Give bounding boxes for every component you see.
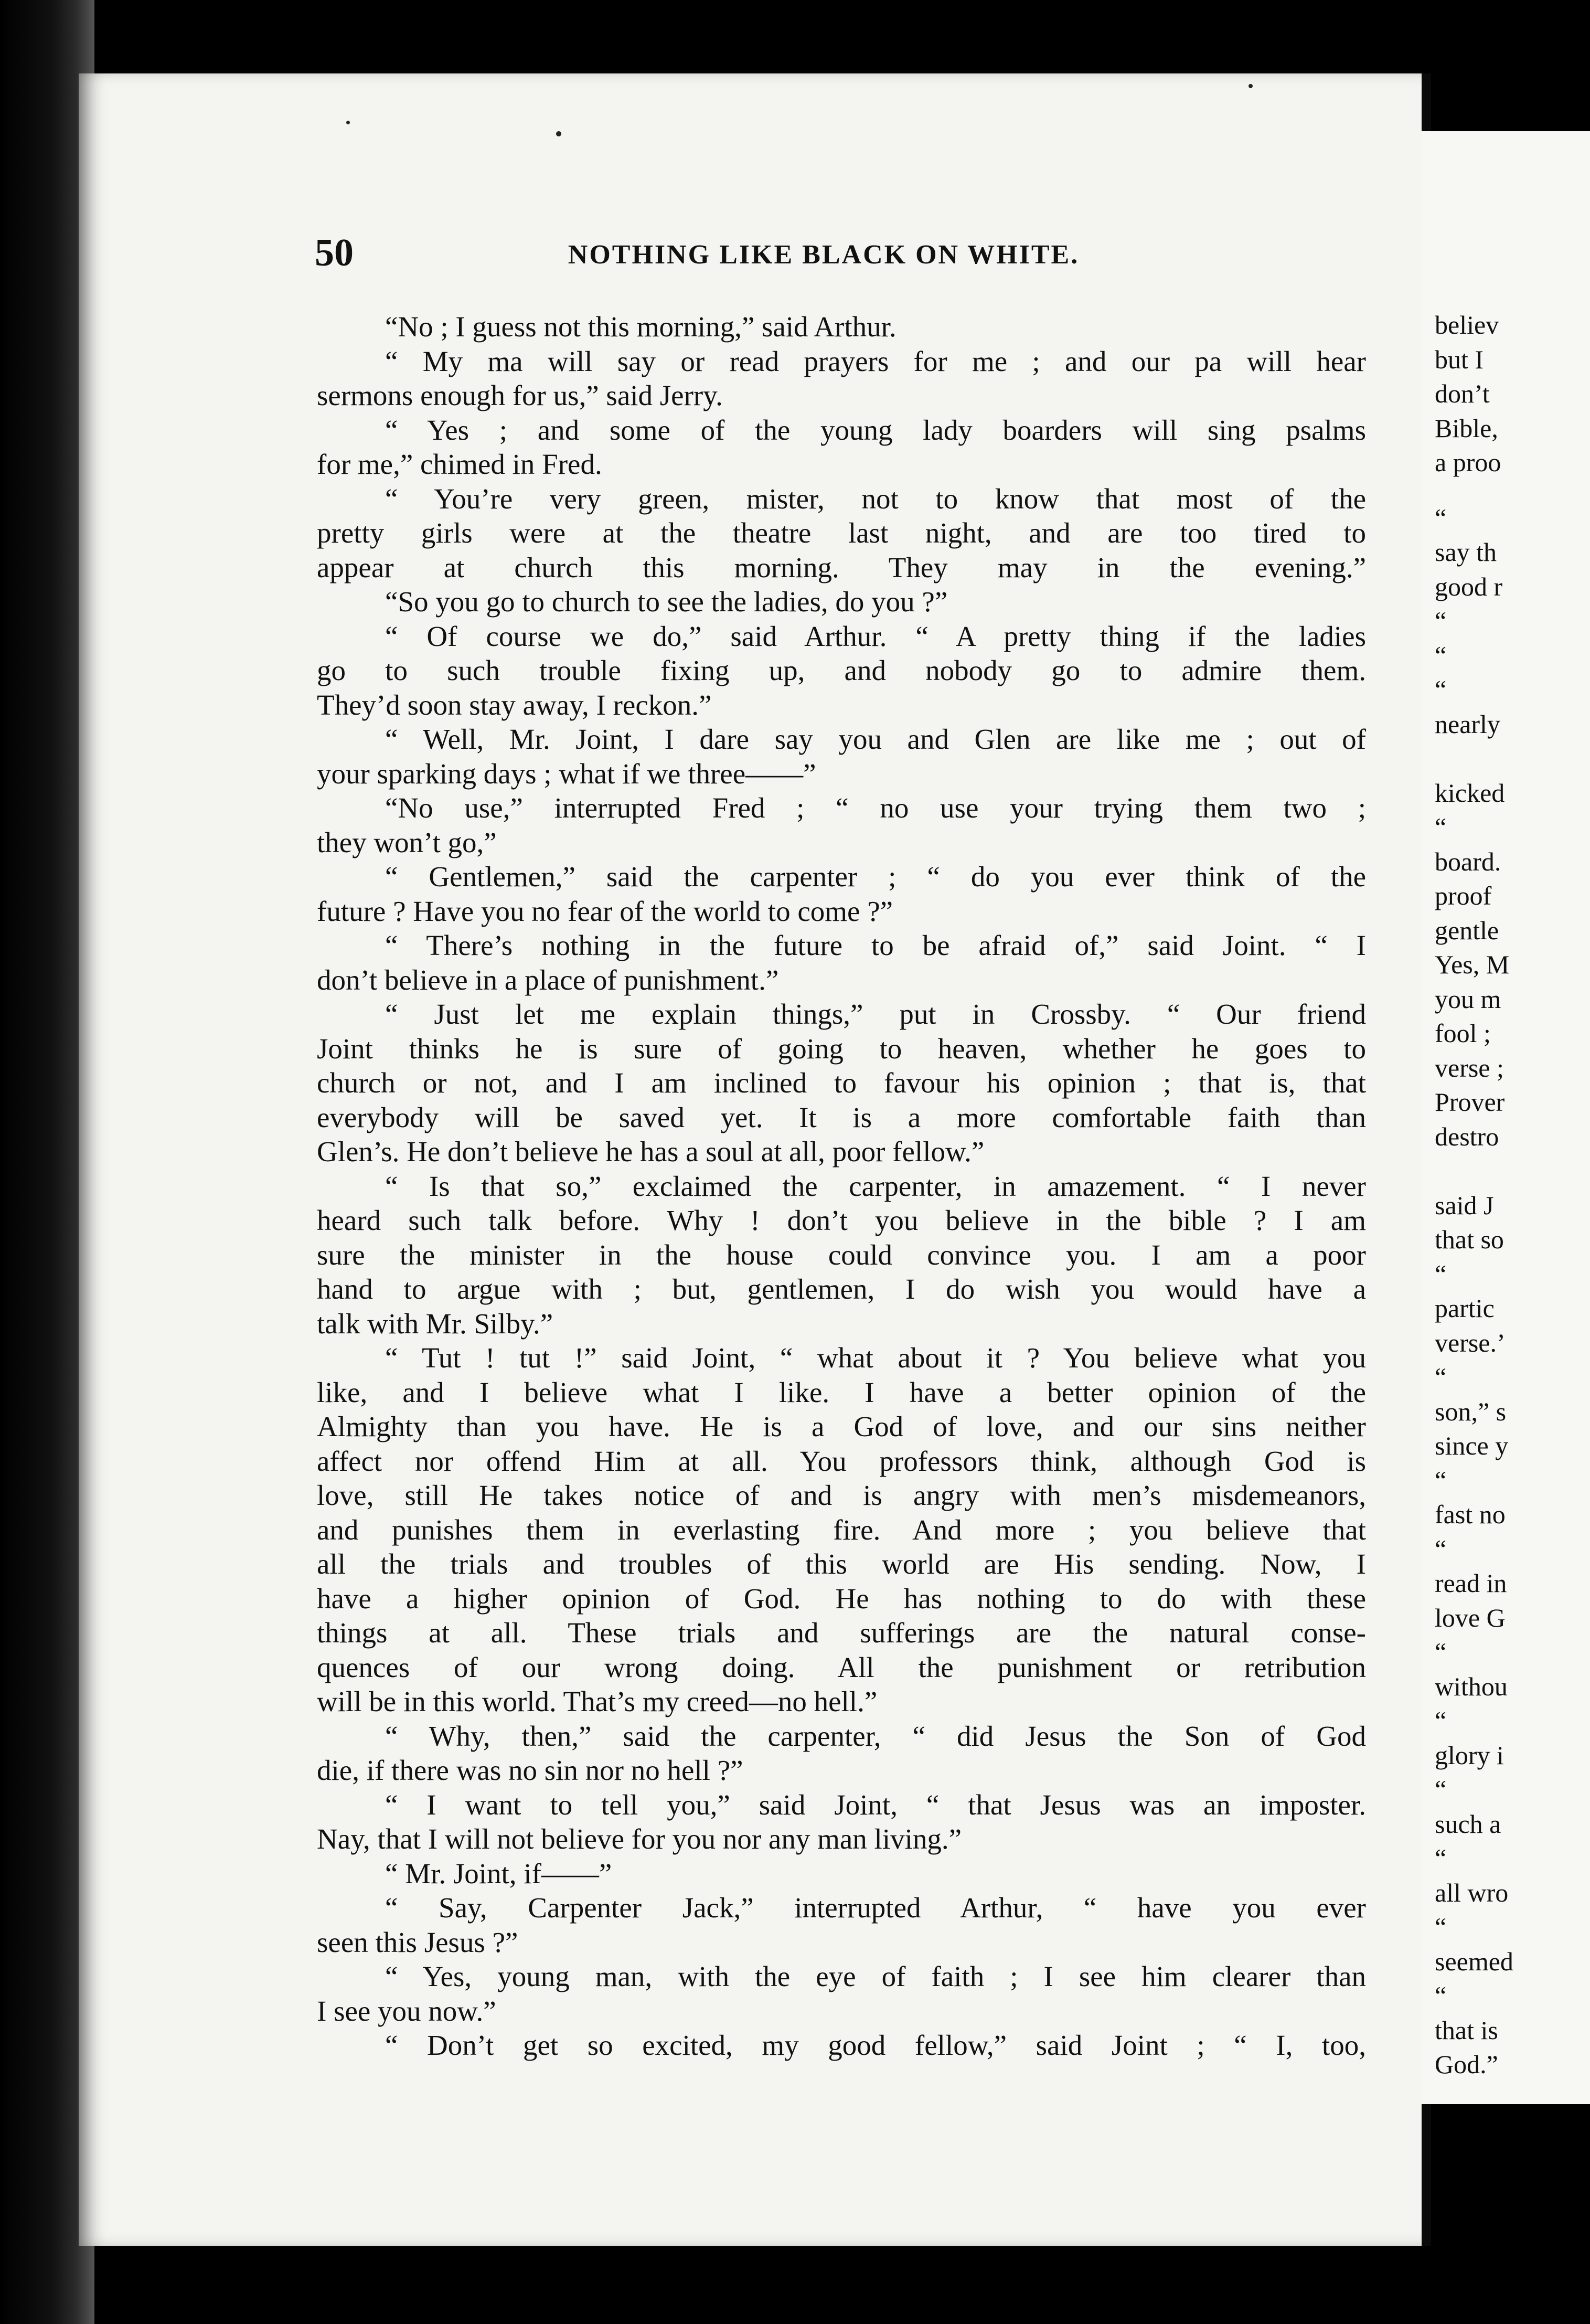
text-line: and punishes them in everlasting fire. And more ; you believe that: [317, 1513, 1366, 1546]
text-line: They’d soon stay away, I reckon.”: [317, 688, 712, 721]
next-page-fragment: destro: [1435, 1121, 1499, 1151]
next-page-fragment: “: [1435, 1465, 1447, 1495]
text-line: “ Just let me explain things,” put in Crossby. “ Our friend: [385, 998, 1366, 1030]
text-line: “ Yes, young man, with the eye of faith ; I see him clearer than: [385, 1960, 1366, 1992]
next-page-fragment: “: [1435, 1637, 1447, 1667]
text-line: “ You’re very green, mister, not to know that most of the: [385, 482, 1366, 515]
next-page-fragment: “: [1435, 1534, 1447, 1564]
next-page-fragment: “: [1435, 1706, 1447, 1735]
next-page-fragment: that so: [1435, 1225, 1504, 1254]
text-line: “ Tut ! tut !” said Joint, “ what about it ? You believe what you: [385, 1342, 1366, 1374]
text-line: everybody will be saved yet. It is a more comfortable faith than: [317, 1101, 1366, 1133]
text-line: future ? Have you no fear of the world to come ?”: [317, 895, 893, 927]
page-header: [241, 231, 1406, 278]
scan-speck: [346, 121, 350, 124]
text-line: all the trials and troubles of this world are His sending. Now, I: [317, 1548, 1366, 1580]
text-line: pretty girls were at the theatre last night, and are too tired to: [317, 517, 1366, 549]
scan-speck: [1248, 84, 1253, 88]
text-line: talk with Mr. Silby.”: [317, 1307, 553, 1340]
next-page-fragment: read in: [1435, 1568, 1507, 1598]
text-line: Nay, that I will not believe for you nor any man living.”: [317, 1823, 962, 1855]
next-page-fragment: said J: [1435, 1190, 1494, 1220]
text-line: “No ; I guess not this morning,” said Arthur.: [385, 311, 897, 343]
text-line: seen this Jesus ?”: [317, 1926, 518, 1958]
scan-speck: [556, 131, 561, 136]
text-line: “ Say, Carpenter Jack,” interrupted Arthur, “ have you ever: [385, 1892, 1366, 1924]
text-line: “ Gentlemen,” said the carpenter ; “ do you ever think of the: [385, 861, 1366, 893]
text-line: Glen’s. He don’t believe he has a soul at all, poor fellow.”: [317, 1136, 985, 1168]
text-line: heard such talk before. Why ! don’t you believe in the bible ? I am: [317, 1204, 1366, 1236]
text-line: “ My ma will say or read prayers for me ; and our pa will hear: [385, 345, 1366, 377]
next-page-fragment: since y: [1435, 1431, 1509, 1460]
next-page-fragment: “: [1435, 1775, 1447, 1804]
next-page-fragment: “: [1435, 503, 1447, 533]
text-line: have a higher opinion of God. He has nothing to do with these: [317, 1582, 1366, 1615]
next-page-fragment: fast no: [1435, 1500, 1506, 1529]
text-line: “ Is that so,” exclaimed the carpenter, in amazement. “ I never: [385, 1170, 1366, 1202]
text-line: “No use,” interrupted Fred ; “ no use your trying them two ;: [385, 792, 1366, 824]
text-line: die, if there was no sin nor no hell ?”: [317, 1754, 743, 1786]
next-page-fragment: verse ;: [1435, 1053, 1504, 1083]
text-line: hand to argue with ; but, gentlemen, I do wish you would have a: [317, 1273, 1366, 1305]
next-page-fragment: partic: [1435, 1293, 1495, 1323]
next-page-fragment: don’t: [1435, 379, 1490, 408]
next-page-fragment: fool ;: [1435, 1018, 1491, 1048]
next-page-fragment: “: [1435, 1981, 1447, 2010]
next-page-fragment: all wro: [1435, 1877, 1509, 1907]
text-line: like, and I believe what I like. I have a better opinion of the: [317, 1376, 1366, 1408]
next-page-fragment: such a: [1435, 1809, 1501, 1839]
text-line: Joint thinks he is sure of going to heaven, whether he goes to: [317, 1032, 1366, 1065]
body-text: [317, 310, 1366, 2063]
next-page-fragment: God.”: [1435, 2050, 1498, 2079]
text-line: for me,” chimed in Fred.: [317, 448, 602, 480]
next-page-fragment: glory i: [1435, 1740, 1504, 1770]
next-page-fragment: say th: [1435, 537, 1497, 567]
next-page-fragment: “: [1435, 606, 1447, 635]
next-page-fragment: kicked: [1435, 778, 1505, 808]
text-line: sermons enough for us,” said Jerry.: [317, 379, 723, 411]
text-line: appear at church this morning. They may in the evening.”: [317, 551, 1366, 583]
text-line: “ Mr. Joint, if——”: [385, 1857, 612, 1890]
next-page-fragment: that is: [1435, 2015, 1498, 2045]
next-page-fragment: “: [1435, 675, 1447, 704]
next-page-fragment: Yes, M: [1435, 950, 1510, 979]
next-page-fragment: Prover: [1435, 1087, 1505, 1117]
text-line: will be in this world. That’s my creed—no hell.”: [317, 1685, 878, 1717]
next-page-fragment: “: [1435, 1912, 1447, 1941]
next-page-fragment: believ: [1435, 310, 1499, 339]
running-title: NOTHING LIKE BLACK ON WHITE.: [568, 240, 1080, 270]
text-line: quences of our wrong doing. All the punishment or retribution: [317, 1651, 1366, 1683]
text-line: “ I want to tell you,” said Joint, “ that Jesus was an imposter.: [385, 1788, 1366, 1821]
text-line: “ Why, then,” said the carpenter, “ did Jesus the Son of God: [385, 1720, 1366, 1752]
text-line: go to such trouble fixing up, and nobody go to admire them.: [317, 654, 1366, 686]
text-line: affect nor offend Him at all. You professors think, although God is: [317, 1445, 1366, 1477]
next-page-fragment: “: [1435, 1362, 1447, 1392]
text-line: “ Don’t get so excited, my good fellow,” said Joint ; “ I, too,: [385, 2029, 1366, 2061]
next-page-fragment: “: [1435, 812, 1447, 842]
next-page-fragment: gentle: [1435, 915, 1499, 945]
next-page-fragment: “: [1435, 1843, 1447, 1873]
text-line: they won’t go,”: [317, 826, 497, 858]
text-line: don’t believe in a place of punishment.”: [317, 963, 779, 996]
next-page-fragment: nearly: [1435, 709, 1500, 739]
text-line: love, still He takes notice of and is angry with men’s misdemeanors,: [317, 1479, 1366, 1511]
next-page-fragment: proof: [1435, 881, 1492, 910]
text-line: “ Of course we do,” said Arthur. “ A pretty thing if the ladies: [385, 620, 1366, 652]
next-page-fragment: love G: [1435, 1603, 1506, 1632]
next-page-fragment: withou: [1435, 1671, 1508, 1701]
text-line: “ Well, Mr. Joint, I dare say you and Glen are like me ; out of: [385, 723, 1366, 755]
next-page-fragment: “: [1435, 640, 1447, 670]
text-line: Almighty than you have. He is a God of love, and our sins neither: [317, 1410, 1366, 1442]
text-line: church or not, and I am inclined to favour his opinion ; that is, that: [317, 1067, 1366, 1099]
text-line: things at all. These trials and sufferings are the natural conse-: [317, 1617, 1366, 1649]
next-page-fragment: verse.’: [1435, 1328, 1506, 1357]
next-page-fragment: good r: [1435, 571, 1503, 601]
next-page-fragment: a proo: [1435, 448, 1501, 477]
text-line: “ Yes ; and some of the young lady boarders will sing psalms: [385, 413, 1366, 446]
text-line: “ There’s nothing in the future to be afraid of,” said Joint. “ I: [385, 929, 1366, 961]
next-page-fragment: seemed: [1435, 1946, 1513, 1976]
next-page-fragment: Bible,: [1435, 413, 1498, 443]
next-page-fragment: “: [1435, 1259, 1447, 1289]
next-page-fragment: but I: [1435, 344, 1484, 374]
next-page-fragment: board.: [1435, 846, 1501, 876]
text-line: your sparking days ; what if we three——”: [317, 757, 816, 790]
text-line: “So you go to church to see the ladies, do you ?”: [385, 586, 948, 618]
text-line: I see you now.”: [317, 1994, 496, 2027]
next-page-fragment: son,” s: [1435, 1396, 1507, 1426]
page-number: 50: [315, 231, 354, 274]
text-line: sure the minister in the house could convince you. I am a poor: [317, 1238, 1366, 1271]
next-page-fragment: you m: [1435, 984, 1501, 1014]
